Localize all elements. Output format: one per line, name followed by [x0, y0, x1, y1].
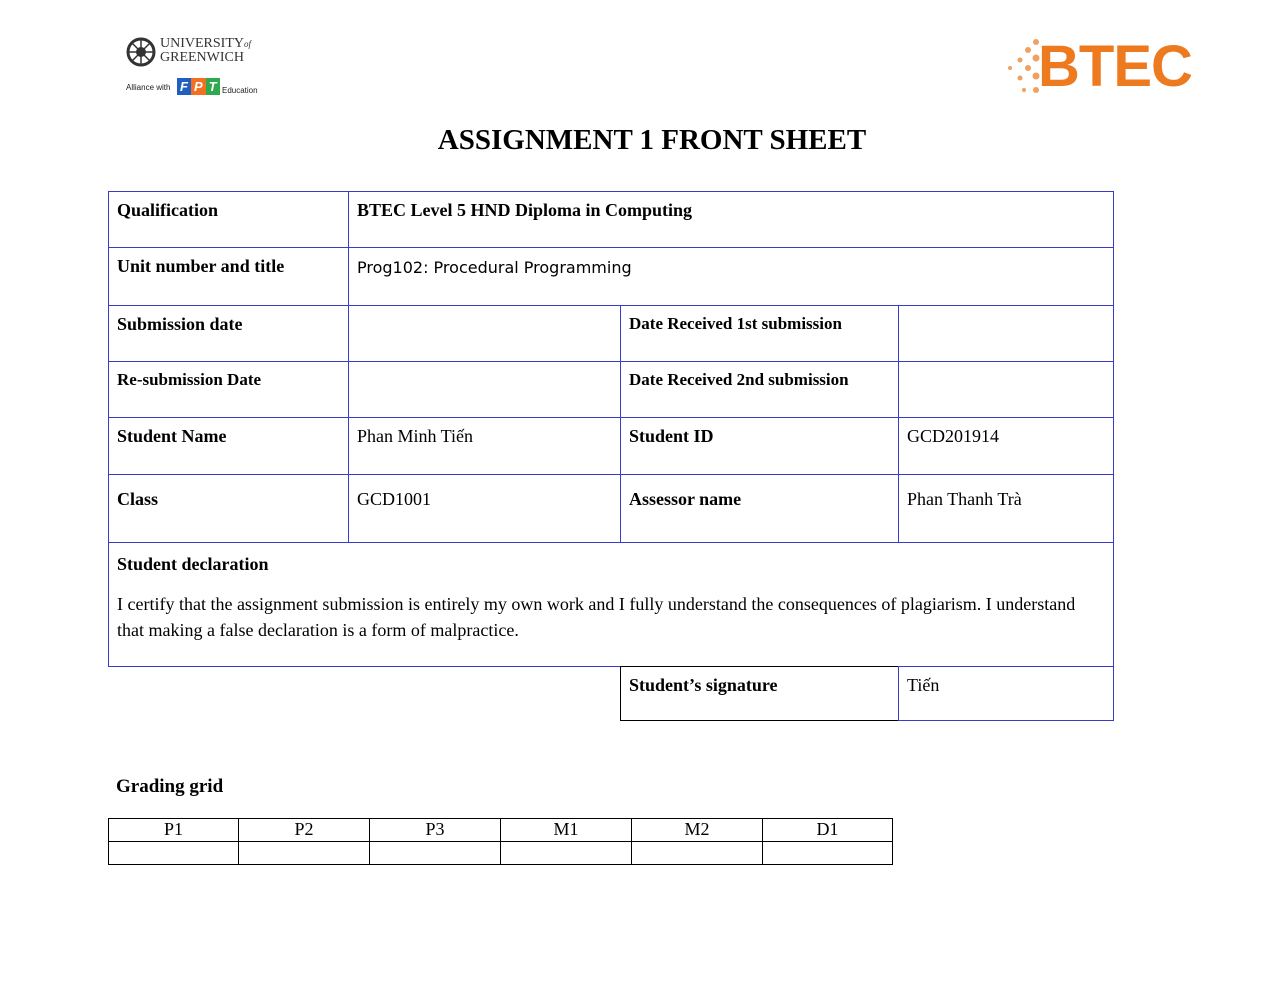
assessor-label: Assessor name	[620, 474, 899, 543]
date-received-2-label: Date Received 2nd submission	[620, 361, 899, 418]
grade-header-p1: P1	[108, 818, 239, 842]
grade-header-m2: M2	[631, 818, 763, 842]
btec-logo	[1002, 34, 1194, 99]
grade-header-m1: M1	[500, 818, 632, 842]
university-of-greenwich-logo	[126, 36, 261, 106]
date-received-1-value	[898, 305, 1114, 362]
logo-of: of	[244, 39, 252, 49]
student-id-value: GCD201914	[898, 417, 1114, 475]
student-name-label: Student Name	[108, 417, 349, 475]
logo-line1: UNIVERSITY	[160, 36, 244, 51]
resubmission-value	[348, 361, 621, 418]
grade-value-m2	[631, 841, 763, 865]
declaration-text: I certify that the assignment submission is entirely my own work and I fully understand the consequences of plagiarism. I understand that making a false declaration is a form of malpractice.	[117, 594, 1076, 640]
submission-date-label: Submission date	[108, 305, 349, 362]
fpt-logo: F P T	[177, 79, 220, 94]
grading-grid-heading: Grading grid	[116, 776, 224, 797]
class-label: Class	[108, 474, 349, 543]
declaration-cell	[108, 542, 1114, 667]
class-value: GCD1001	[348, 474, 621, 543]
signature-label: Student’s signature	[620, 666, 899, 721]
grade-value-p1	[108, 841, 239, 865]
unit-value: Prog102: Procedural Programming	[348, 247, 1114, 306]
submission-date-value	[348, 305, 621, 362]
student-name-value: Phan Minh Tiến	[348, 417, 621, 475]
logo-line2: GREENWICH	[160, 50, 244, 65]
qualification-value: BTEC Level 5 HND Diploma in Computing	[348, 191, 1114, 248]
compass-emblem-icon	[126, 37, 156, 67]
alliance-text: Alliance with	[126, 83, 171, 92]
page-title: ASSIGNMENT 1 FRONT SHEET	[437, 124, 867, 156]
grade-value-p3	[369, 841, 501, 865]
grade-value-p2	[238, 841, 370, 865]
date-received-1-label: Date Received 1st submission	[620, 305, 899, 362]
grade-value-d1	[762, 841, 893, 865]
resubmission-label: Re-submission Date	[108, 361, 349, 418]
grade-value-m1	[500, 841, 632, 865]
date-received-2-value	[898, 361, 1114, 418]
qualification-label: Qualification	[108, 191, 349, 248]
dots-icon	[1002, 38, 1042, 96]
assessor-value: Phan Thanh Trà	[898, 474, 1114, 543]
grade-header-p3: P3	[369, 818, 501, 842]
unit-label: Unit number and title	[108, 247, 349, 306]
signature-value: Tiến	[898, 666, 1114, 721]
grade-header-d1: D1	[762, 818, 893, 842]
student-id-label: Student ID	[620, 417, 899, 475]
education-text: Education	[222, 86, 258, 95]
declaration-heading: Student declaration	[117, 554, 269, 574]
grade-header-p2: P2	[238, 818, 370, 842]
btec-text: BTEC	[1038, 34, 1192, 99]
